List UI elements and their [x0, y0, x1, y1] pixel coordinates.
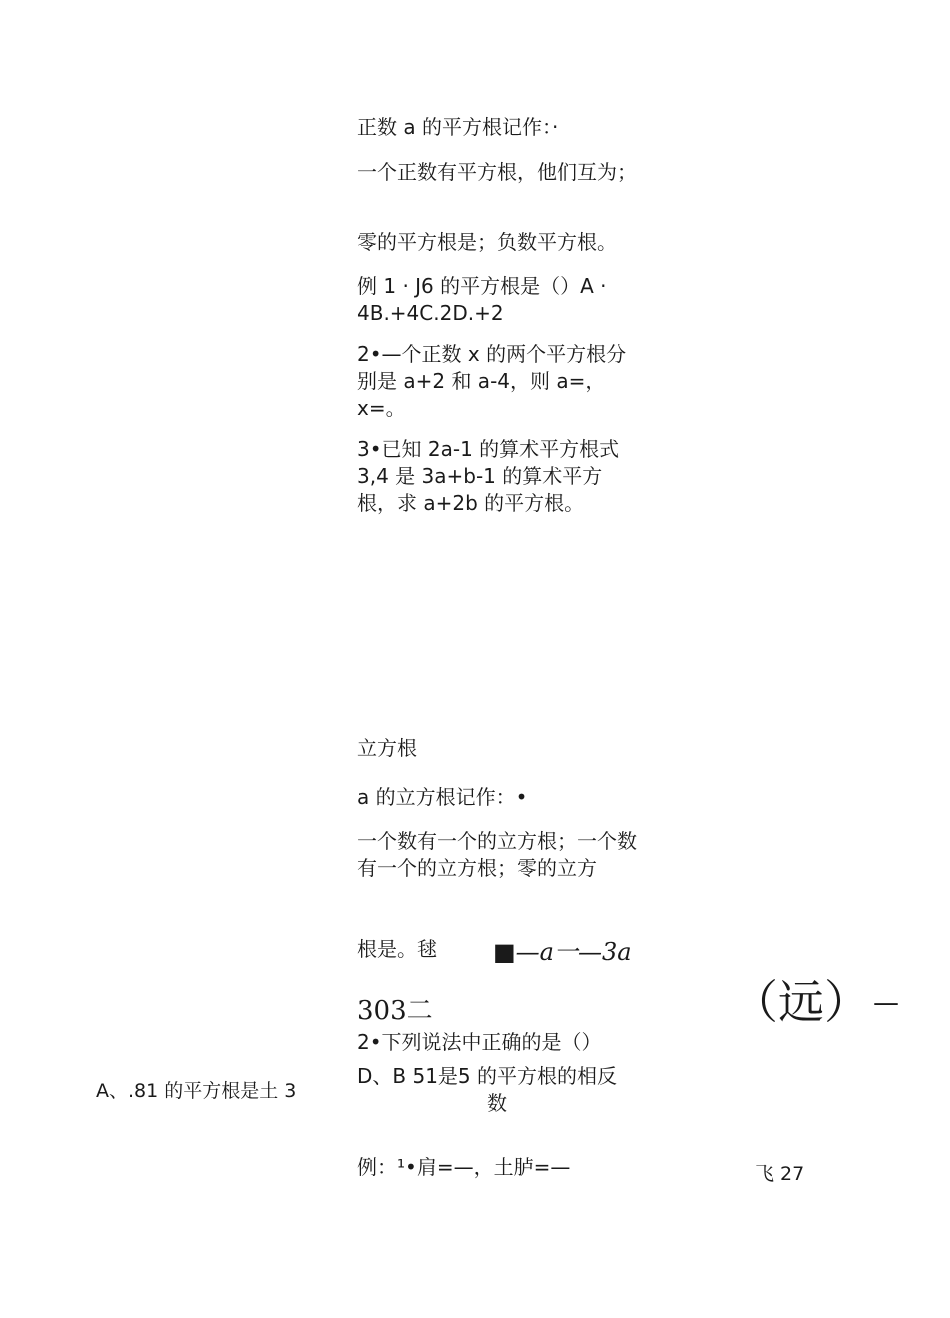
positive-number-roots: 一个正数有平方根，他们互为；: [357, 160, 637, 184]
cube-root-zero: 根是。毬: [357, 937, 437, 961]
question-2: 2•下列说法中正确的是（）: [357, 1030, 602, 1054]
option-a: A、.81 的平方根是土 3: [96, 1080, 297, 1102]
option-d-line2: 数: [487, 1091, 507, 1115]
cube-root-formula: ■—a一—3a: [493, 938, 632, 966]
zero-negative-roots: 零的平方根是；负数平方根。: [357, 230, 617, 254]
example-2: 2•—个正数 x 的两个平方根分别是 a+2 和 a-4，则 a=，x=。: [357, 342, 627, 420]
cube-root-expression: 303二: [357, 996, 433, 1026]
option-d: [357, 1063, 647, 1117]
side-bracket-text: （远）: [732, 975, 870, 1029]
cube-root-heading: 立方根: [357, 736, 417, 760]
cube-root-properties: 一个数有一个的立方根；一个数有一个的立方根；零的立方: [357, 829, 637, 880]
side-note: 飞 27: [755, 1163, 805, 1185]
cube-root-notation: a 的立方根记作：•: [357, 785, 528, 809]
example-3: 3•已知 2a-1 的算术平方根式 3,4 是 3a+b-1 的算术平方根，求 a+2b 的平方根。: [357, 437, 620, 515]
cube-root-example: 例：¹•肩=—，土胪=—: [357, 1155, 571, 1179]
option-d-line1: D、B 51是5 的平方根的相反: [357, 1064, 618, 1088]
square-root-notation: 正数 a 的平方根记作：·: [357, 115, 559, 139]
side-dash: —: [873, 988, 899, 1018]
example-1: 例 1 · J6 的平方根是（）A · 4B.+4C.2D.+2: [357, 274, 607, 325]
